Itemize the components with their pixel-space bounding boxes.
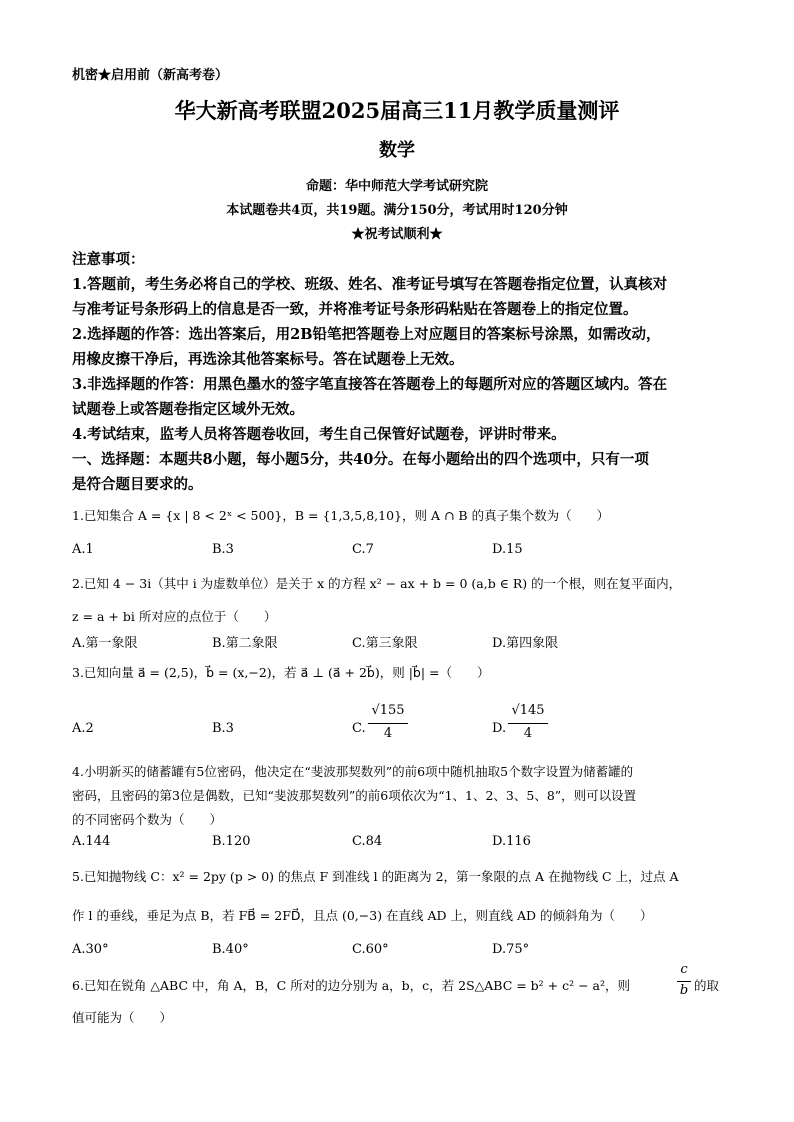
- question-5-option-b[interactable]: B.40°: [212, 942, 249, 957]
- exam-title: 华大新高考联盟2025届高三11月教学质量测评: [174, 98, 620, 123]
- question-3-option-d[interactable]: D.: [492, 721, 507, 736]
- question-3-option-b[interactable]: B.3: [212, 721, 234, 736]
- question-4-option-c[interactable]: C.84: [352, 834, 383, 849]
- question-2-stem-line-2: z = a + bi 所对应的点位于（ ）: [72, 609, 277, 624]
- confidential-label: 机密★启用前（新高考卷）: [72, 68, 229, 83]
- note-2-line-2: 用橡皮擦干净后，再选涂其他答案标号。答在试题卷上无效。: [72, 351, 464, 368]
- note-3-line-1: 3.非选择题的作答：用黑色墨水的签字笔直接答在答题卷上的每题所对应的答题区域内。答在: [72, 376, 668, 393]
- question-1-option-c[interactable]: C.7: [352, 542, 374, 557]
- question-2-option-a[interactable]: A.第一象限: [72, 636, 138, 651]
- note-2-line-1: 2.选择题的作答：选出答案后，用2B铅笔把答题卷上对应题目的答案标号涂黑，如需改动，: [72, 326, 661, 343]
- option-c-denominator: 4: [383, 726, 393, 741]
- note-1-line-2: 与准考证号条形码上的信息是否一致，并将准考证号条形码粘贴在答题卷上的指定位置。: [72, 301, 638, 318]
- question-2-stem-line-1: 2.已知 4 − 3i（其中 i 为虚数单位）是关于 x 的方程 x² − ax + b = 0 (a,b ∈ R) 的一个根，则在复平面内，: [72, 576, 682, 591]
- question-2-option-b[interactable]: B.第二象限: [212, 636, 278, 651]
- question-1-stem: 1.已知集合 A = {x | 8 < 2ˣ < 500}，B = {1,3,5,8,10}，则 A ∩ B 的真子集个数为（ ）: [72, 508, 610, 523]
- question-1-option-d[interactable]: D.15: [492, 542, 523, 557]
- question-2-option-d[interactable]: D.第四象限: [492, 636, 559, 651]
- exam-info-line: 本试题卷共4页，共19题。满分150分，考试用时120分钟: [226, 203, 568, 218]
- option-c-numerator: √155: [371, 703, 405, 718]
- note-3-line-2: 试题卷上或答题卷指定区域外无效。: [72, 401, 304, 418]
- q6-fraction-bar: [677, 981, 691, 982]
- question-4-option-d[interactable]: D.116: [492, 834, 531, 849]
- option-d-denominator: 4: [523, 726, 533, 741]
- section-1-heading-cont: 是符合题目要求的。: [72, 476, 203, 493]
- question-6-stem-line-2: 值可能为（ ）: [72, 1010, 173, 1025]
- question-3-option-a[interactable]: A.2: [72, 721, 94, 736]
- question-4-option-a[interactable]: A.144: [72, 834, 111, 849]
- option-d-fraction-bar: [508, 723, 548, 724]
- option-d-numerator: √145: [511, 703, 545, 718]
- question-2-option-c[interactable]: C.第三象限: [352, 636, 418, 651]
- author-line: 命题：华中师范大学考试研究院: [305, 179, 488, 194]
- question-6-fraction: [676, 962, 692, 1002]
- q6-fraction-numerator: c: [680, 962, 688, 977]
- note-4: 4.考试结束，监考人员将答题卷收回，考生自己保管好试题卷，评讲时带来。: [72, 426, 566, 443]
- notes-heading: 注意事项：: [72, 251, 145, 268]
- question-3-option-c[interactable]: C.: [352, 721, 366, 736]
- option-c-fraction-bar: [368, 723, 408, 724]
- question-5-option-d[interactable]: D.75°: [492, 942, 530, 957]
- question-1-option-b[interactable]: B.3: [212, 542, 234, 557]
- question-3-stem: 3.已知向量 a⃗ = (2,5)，b⃗ = (x,−2)，若 a⃗ ⊥ (a⃗ + 2b⃗)，则 |b⃗| =（ ）: [72, 665, 490, 680]
- question-6-stem-line-1-tail: 的取: [694, 978, 720, 993]
- wish-line: ★祝考试顺利★: [351, 227, 443, 242]
- question-3-option-d-fraction: [506, 703, 550, 747]
- question-5-option-a[interactable]: A.30°: [72, 942, 109, 957]
- question-4-option-b[interactable]: B.120: [212, 834, 251, 849]
- question-5-option-c[interactable]: C.60°: [352, 942, 389, 957]
- q6-fraction-denominator: b: [679, 983, 689, 998]
- question-4-stem-line-1: 4.小明新买的储蓄罐有5位密码，他决定在“斐波那契数列”的前6项中随机抽取5个数字设置为储蓄罐的: [72, 764, 634, 779]
- question-4-stem-line-3: 的不同密码个数为（ ）: [72, 812, 223, 827]
- question-5-stem-line-2: 作 l 的垂线，垂足为点 B，若 FB⃗ = 2FD⃗，且点 (0,−3) 在直线 AD 上，则直线 AD 的倾斜角为（ ）: [72, 908, 653, 923]
- note-1-line-1: 1.答题前，考生务必将自己的学校、班级、姓名、准考证号填写在答题卷指定位置，认真核对: [72, 276, 668, 293]
- section-1-heading: 一、选择题：本题共8小题，每小题5分，共40分。在每小题给出的四个选项中，只有一项: [72, 451, 649, 468]
- question-1-option-a[interactable]: A.1: [72, 542, 94, 557]
- question-3-option-c-fraction: [366, 703, 410, 747]
- question-4-stem-line-2: 密码，且密码的第3位是偶数，已知“斐波那契数列”的前6项依次为“1、1、2、3、5、8”，则可以设置: [72, 788, 637, 803]
- subject-title: 数学: [379, 140, 415, 161]
- question-6-stem-line-1: 6.已知在锐角 △ABC 中，角 A，B，C 所对的边分别为 a，b，c，若 2S△ABC = b² + c² − a²，则: [72, 978, 631, 993]
- question-5-stem-line-1: 5.已知抛物线 C：x² = 2py (p > 0) 的焦点 F 到准线 l 的距离为 2，第一象限的点 A 在抛物线 C 上，过点 A: [72, 869, 679, 884]
